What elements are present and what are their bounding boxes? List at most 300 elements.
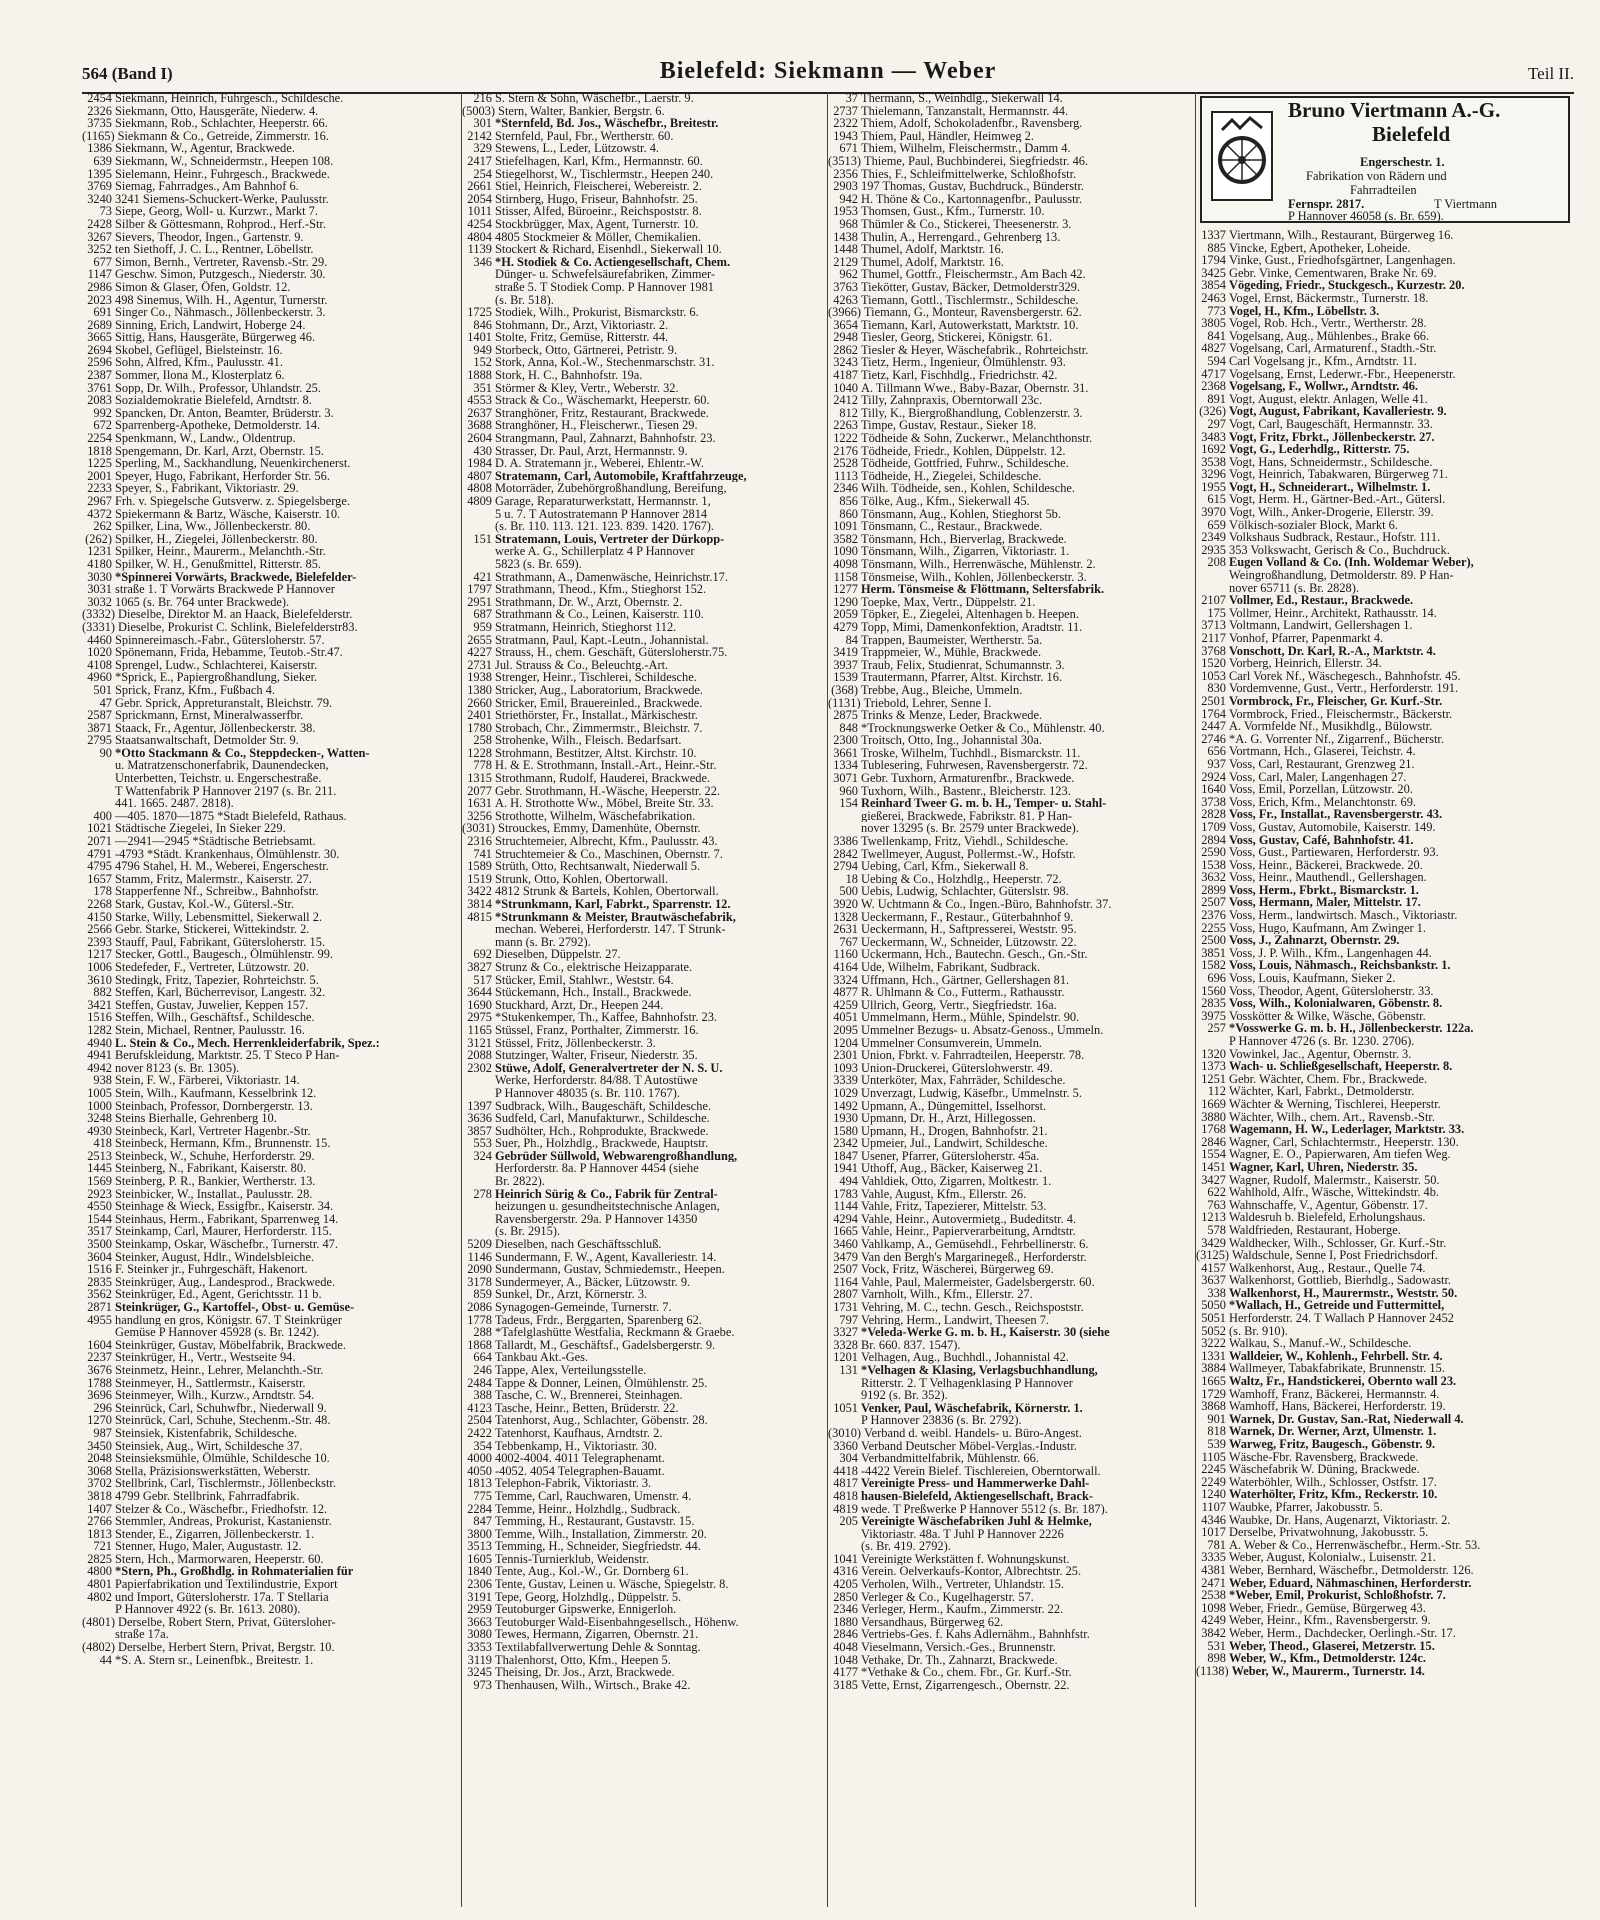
phone-number: 4809 [467, 495, 492, 508]
phone-number: 859 [473, 1288, 492, 1301]
entry-text: Waterböhler, Wilh., Schlosser, Ostfstr. 17. [1229, 1475, 1437, 1489]
directory-entry [462, 1125, 826, 1138]
directory-entry [1196, 708, 1574, 721]
phone-number: 1445 [87, 1162, 112, 1176]
entry-text: Temme, Carl, Rauchwaren, Umenstr. 4. [495, 1489, 692, 1503]
phone-number: 1665 [1201, 1375, 1226, 1388]
directory-entry [1196, 330, 1574, 343]
directory-entry [1196, 506, 1574, 519]
phone-number: 4877 [833, 986, 858, 999]
directory-entry [462, 168, 826, 181]
volume-part: Teil II. [1527, 64, 1574, 83]
directory-entry [1196, 1174, 1574, 1187]
phone-number: 856 [839, 495, 858, 508]
phone-number: 1395 [87, 167, 112, 181]
entry-text: Sudhölter, Hch., Rohprodukte, Brackwede. [495, 1124, 709, 1138]
phone-number: 4802 [87, 1590, 112, 1604]
entry-text: Heinrich Sürig & Co., Fabrik für Zentral- [495, 1187, 718, 1201]
phone-number: 2071 [87, 835, 112, 848]
phone-number: 47 [99, 696, 112, 710]
entry-text: *Vosswerke G. m. b. H., Jöllenbeckerstr. 122a. [1229, 1022, 1474, 1035]
directory-entry [462, 974, 826, 987]
phone-number: 3421 [87, 998, 112, 1012]
directory-entry [462, 231, 826, 244]
entry-text: S. Stern & Sohn, Wäschefbr., Laerstr. 9. [495, 92, 694, 105]
entry-text: Steinkrüger, G., Kartoffel-, Obst- u. Gemüse- [115, 1301, 355, 1314]
entry-text: Trautermann, Pfarrer, Altst. Kirchstr. 16. [861, 671, 1063, 684]
entry-text: -4422 Verein Bielef. Tischlereien, Oberntorwall. [861, 1464, 1101, 1478]
entry-text: nover 8123 (s. Br. 1305). [115, 1061, 240, 1075]
directory-entry [82, 495, 460, 508]
entry-text: Stricker, Aug., Laboratorium, Brackwede. [495, 683, 704, 697]
directory-entry [462, 508, 826, 521]
phone-number: 324 [473, 1149, 492, 1163]
entry-text: Twellmeyer, August, Pollermst.-W., Hofstr. [861, 847, 1076, 861]
directory-entry [828, 785, 1194, 798]
entry-text: Tönsmann, Wilh., Zigarren, Viktoriastr. 1. [861, 545, 1070, 558]
directory-entry [1196, 1035, 1574, 1048]
phone-number: 1984 [467, 457, 492, 470]
phone-number: 3763 [833, 280, 858, 294]
directory-entry [828, 1100, 1194, 1113]
phone-number: 2528 [833, 457, 858, 470]
directory-entry [1196, 1627, 1574, 1640]
phone-number: 3637 [1201, 1274, 1226, 1287]
phone-number: 131 [839, 1363, 858, 1377]
directory-entry [82, 671, 460, 684]
phone-number: 2842 [833, 847, 858, 861]
directory-entry [462, 1276, 826, 1289]
directory-entry [82, 1377, 460, 1390]
phone-number: 4263 [833, 293, 858, 307]
entry-text: *Stern, Ph., Großhdlg. in Rohmaterialien für [115, 1565, 354, 1579]
directory-entry [462, 873, 826, 886]
entry-text: Vahlkamp, A., Gemüsehdl., Fehrbellinerstr. 6. [861, 1238, 1089, 1251]
phone-number: 2923 [87, 1187, 112, 1201]
entry-text: Derselbe, Herbert Stern, Privat, Bergstr. 10. [118, 1641, 335, 1654]
phone-number: 691 [93, 306, 112, 319]
directory-entry [828, 105, 1194, 118]
directory-entry [1196, 292, 1574, 305]
directory-entry [82, 1037, 460, 1050]
entry-text: Dieselben, nach Geschäftsschluß. [495, 1238, 662, 1251]
entry-text: —405. 1870—1875 *Stadt Bielefeld, Rathaus. [115, 809, 347, 823]
directory-entry [462, 1024, 826, 1037]
phone-number: 2471 [1201, 1576, 1226, 1590]
phone-number: 3632 [1201, 871, 1226, 884]
directory-entry [828, 898, 1194, 911]
entry-text: Stark, Gustav, Kol.-W., Gütersl.-Str. [115, 898, 295, 911]
directory-entry [828, 495, 1194, 508]
phone-number: 3191 [467, 1590, 492, 1604]
directory-entry [828, 281, 1194, 294]
directory-entry [828, 923, 1194, 936]
phone-number: 2689 [87, 318, 112, 332]
directory-entry [1196, 997, 1574, 1010]
directory-entry [1196, 896, 1574, 909]
entry-text: Ritterstr. 2. T Velhagenklasing P Hannover [861, 1376, 1073, 1390]
phone-number: 1943 [833, 129, 858, 143]
entry-text: Stapperfenne Nf., Schreibw., Bahnhofstr. [115, 885, 319, 898]
directory-entry [462, 218, 826, 231]
directory-entry [1196, 1337, 1574, 1350]
entry-text: Upmann, Dr. H., Arzt, Hillegossen. [861, 1112, 1036, 1125]
directory-entry [828, 130, 1194, 143]
entry-text: Spönemann, Frida, Hebamme, Teutob.-Str.47. [115, 646, 343, 659]
directory-entry [1196, 556, 1574, 569]
phone-number: 578 [1207, 1223, 1226, 1237]
entry-text: Weber, W., Maurerm., Turnerstr. 14. [1231, 1664, 1425, 1678]
directory-entry [828, 1150, 1194, 1163]
directory-entry [82, 848, 460, 861]
directory-entry [462, 1628, 826, 1641]
directory-entry [1196, 1073, 1574, 1086]
entry-text: Volkshaus Sudbrack, Restaur., Hofstr. 111. [1229, 531, 1441, 544]
directory-entry [1196, 758, 1574, 771]
entry-text: Tewes, Hermann, Zigarren, Obernstr. 21. [495, 1628, 699, 1642]
directory-entry [1196, 771, 1574, 784]
directory-entry [82, 709, 460, 722]
directory-entry [82, 1641, 460, 1654]
directory-entry [82, 1578, 460, 1591]
entry-text: Stamm, Fritz, Malermstr., Kaiserstr. 27. [115, 872, 312, 886]
entry-text: Gebr. Tuxhorn, Armaturenfbr., Brackwede. [861, 772, 1075, 785]
directory-entry [462, 634, 826, 647]
directory-entry [828, 848, 1194, 861]
entry-text: Telephon-Fabrik, Viktoriastr. 3. [495, 1477, 652, 1490]
phone-number: 254 [473, 167, 492, 181]
directory-entry [1196, 783, 1574, 796]
phone-number: 1290 [833, 595, 858, 609]
entry-text: Steinkrüger, Gustav, Möbelfabrik, Brackwede. [115, 1338, 346, 1352]
entry-text: Temme, Wilh., Installation, Zimmerstr. 20. [495, 1527, 707, 1541]
entry-text: Ummelner Bezugs- u. Absatz-Genoss., Ummeln. [861, 1023, 1104, 1037]
entry-text: Weber, Eduard, Nähmaschinen, Herforderstr. [1229, 1576, 1472, 1590]
phone-number: 2835 [87, 1275, 112, 1289]
directory-entry [82, 986, 460, 999]
directory-entry [82, 432, 460, 445]
entry-text: Stirnberg, Hugo, Friseur, Bahnhofstr. 25. [495, 192, 698, 206]
directory-entry [1196, 1085, 1574, 1098]
phone-number: (3125) [1196, 1249, 1230, 1262]
directory-entry [828, 797, 1194, 810]
phone-number: 2393 [87, 935, 112, 949]
phone-number: 3030 [87, 570, 112, 584]
entry-text: Vogt, August, elektr. Anlagen, Welle 41. [1229, 392, 1428, 406]
entry-text: Stüssel, Fritz, Jöllenbeckerstr. 3. [495, 1036, 656, 1050]
entry-text: Vogt, August, Fabrikant, Kavalleriestr. 9. [1229, 405, 1447, 418]
phone-number: 1041 [833, 1552, 858, 1566]
directory-entry [82, 722, 460, 735]
entry-text: Stuckhard, Arzt, Dr., Heepen 244. [495, 998, 664, 1012]
entry-text: Textilabfallverwertung Dehle & Sonntag. [495, 1641, 701, 1654]
directory-entry [1196, 267, 1574, 280]
directory-entry [82, 873, 460, 886]
phone-number: 1158 [833, 570, 858, 584]
entry-text: Stiefelhagen, Karl, Kfm., Hermannstr. 60. [495, 154, 703, 168]
phone-number: 4460 [87, 633, 112, 647]
directory-entry [462, 596, 826, 609]
directory-entry [828, 1037, 1194, 1050]
entry-text: Vahle, Paul, Malermeister, Gadelsbergerstr. 60. [861, 1275, 1095, 1289]
directory-entry [82, 419, 460, 432]
directory-entry [82, 193, 460, 206]
phone-number: 622 [1207, 1186, 1226, 1199]
phone-number: (3331) [82, 620, 116, 634]
phone-number: 2660 [467, 696, 492, 710]
entry-text: Spilker, H., Ziegelei, Jöllenbeckerstr. 80. [115, 532, 318, 546]
directory-entry [828, 1276, 1194, 1289]
directory-entry [462, 1427, 826, 1440]
phone-number: 3517 [87, 1225, 112, 1239]
entry-text: A. H. Strothotte Ww., Möbel, Breite Str. 33. [495, 797, 714, 810]
phone-number: 3243 [833, 356, 858, 370]
phone-number: 2054 [467, 192, 492, 206]
phone-number: 258 [473, 734, 492, 747]
phone-number: 3245 [467, 1666, 492, 1679]
directory-entry [82, 1616, 460, 1629]
directory-entry [828, 1654, 1194, 1667]
phone-number: 1538 [1201, 858, 1226, 872]
directory-entry [462, 911, 826, 924]
entry-text: Waubke, Dr. Hans, Augenarzt, Viktoriastr. 2. [1229, 1513, 1451, 1527]
entry-text: Tiesler, Georg, Stickerei, Königstr. 61. [861, 331, 1053, 344]
phone-number: (326) [1199, 405, 1226, 418]
entry-text: Venker, Paul, Wäschefabrik, Körnerstr. 1. [861, 1401, 1083, 1415]
phone-number: 1604 [87, 1338, 112, 1352]
phone-number: 3419 [833, 646, 858, 659]
phone-number: 721 [93, 1540, 112, 1553]
directory-entry [828, 1440, 1194, 1453]
entry-text: 4799 Gebr. Stellbrink, Fahrradfabrik. [115, 1489, 300, 1503]
entry-text: Thumel, Adolf, Marktstr. 16. [861, 243, 1004, 256]
phone-number: 500 [839, 885, 858, 898]
entry-text: Vahle, Heinr., Papierverarbeitung, Arndtstr. [861, 1225, 1076, 1239]
entry-text: Wächter, Karl, Fabrkt., Detmolderstr. [1229, 1085, 1415, 1098]
directory-entry [82, 697, 460, 710]
phone-number: 1147 [87, 268, 112, 281]
entry-text: Spilker, W. H., Genußmittel, Ritterstr. 85. [115, 557, 322, 571]
entry-text: Vogelsang, Ernst, Lederwr.-Fbr., Heepenerstr. [1229, 367, 1456, 381]
directory-entry [828, 571, 1194, 584]
entry-text: Struchtemeier & Co., Maschinen, Obernstr. 7. [495, 847, 723, 861]
phone-number: 2661 [467, 180, 492, 193]
directory-entry [828, 394, 1194, 407]
directory-entry [82, 1654, 460, 1667]
phone-number: 2959 [467, 1603, 492, 1616]
phone-number: 296 [93, 1401, 112, 1415]
directory-entry [1196, 1577, 1574, 1590]
entry-text: Sopp, Dr. Wilh., Professor, Uhlandstr. 25. [115, 381, 321, 395]
phone-number: 5052 [1201, 1324, 1226, 1338]
entry-text: Vereinigte Werkstätten f. Wohnungskunst. [861, 1552, 1070, 1566]
phone-number: 1847 [833, 1149, 858, 1163]
phone-number: 949 [473, 343, 492, 357]
phone-number: 2951 [467, 595, 492, 609]
directory-entry [828, 646, 1194, 659]
directory-entry [82, 1150, 460, 1163]
directory-entry [1196, 657, 1574, 670]
entry-text: ten Siethoff, J. C. L., Rentner, Löbellstr. [115, 243, 314, 256]
phone-number: 301 [473, 117, 492, 130]
entry-text: Tuxhorn, Wilh., Bastenr., Bleicherstr. 123. [861, 784, 1071, 798]
entry-text: Steinmeyer, H., Sattlermstr., Kaiserstr. [115, 1376, 306, 1390]
entry-text: P Hannover 23836 (s. Br. 2792). [861, 1414, 1022, 1427]
directory-entry [828, 1074, 1194, 1087]
entry-text: 4796 Stahel, H. M., Weberei, Engerschestr. [115, 860, 329, 873]
directory-entry [462, 1591, 826, 1604]
directory-entry [828, 1024, 1194, 1037]
entry-text: Walldeier, W., Kohlenh., Fehrbell. Str. 4. [1229, 1349, 1443, 1363]
entry-text: Jul. Strauss & Co., Beleuchtg.-Art. [495, 658, 669, 672]
phone-number: 2268 [87, 898, 112, 911]
directory-entry [462, 621, 826, 634]
phone-number: 2142 [467, 129, 492, 143]
phone-number: 2484 [467, 1376, 492, 1390]
directory-entry [828, 508, 1194, 521]
phone-number: 2284 [467, 1502, 492, 1516]
directory-entry [462, 1251, 826, 1264]
phone-number: 3768 [1201, 644, 1226, 658]
entry-text: Wäschefabrik W. Düning, Brackwede. [1229, 1463, 1420, 1476]
entry-text: Dieselbe, Prokurist C. Schlink, Bielefelderstr83. [118, 620, 358, 634]
directory-entry [82, 306, 460, 319]
directory-entry [462, 1389, 826, 1402]
phone-number: 178 [93, 885, 112, 898]
directory-entry [82, 621, 460, 634]
entry-text: L. Stein & Co., Mech. Herrenkleiderfabrik, Spez.: [115, 1036, 380, 1050]
entry-text: Strangmann, Paul, Zahnarzt, Bahnhofstr. 23. [495, 432, 716, 445]
directory-entry [82, 1175, 460, 1188]
directory-entry [1196, 1237, 1574, 1250]
directory-entry [1196, 1022, 1574, 1035]
phone-number: 2263 [833, 419, 858, 433]
directory-entry [828, 1238, 1194, 1251]
entry-text: Steinberg, N., Fabrikant, Kaiserstr. 80. [115, 1162, 307, 1176]
directory-entry [462, 1364, 826, 1377]
phone-number: 400 [93, 809, 112, 823]
directory-entry [828, 155, 1194, 168]
entry-text: Steinrück, Carl, Schuhwfbr., Niederwall 9. [115, 1401, 327, 1415]
entry-text: *H. Stodiek & Co. Actiengesellschaft, Chem. [495, 255, 731, 269]
directory-entry [82, 382, 460, 395]
entry-text: Thenhausen, Wilh., Wirtsch., Brake 42. [495, 1678, 691, 1692]
phone-number: 2412 [833, 394, 858, 407]
phone-number: 4804 [467, 230, 492, 244]
entry-text: Weber, W., Kfm., Detmolderstr. 124c. [1229, 1652, 1426, 1665]
directory-entry [82, 256, 460, 269]
directory-entry [1196, 1501, 1574, 1514]
entry-text: Tebbenkamp, H., Viktoriastr. 30. [495, 1439, 657, 1453]
entry-text: Strouckes, Emmy, Damenhüte, Obernstr. [498, 822, 701, 836]
entry-text: Stiegelhorst, W., Tischlermstr., Heepen 240. [495, 167, 714, 181]
directory-entry [82, 1125, 460, 1138]
phone-number: 3248 [87, 1112, 112, 1125]
directory-entry [828, 1679, 1194, 1692]
phone-number: 4807 [467, 469, 492, 483]
directory-entry [828, 835, 1194, 848]
phone-number: 659 [1207, 518, 1226, 532]
phone-number: 3975 [1201, 1009, 1226, 1023]
phone-number: 418 [93, 1137, 112, 1150]
directory-entry [1196, 985, 1574, 998]
directory-entry [462, 470, 826, 483]
phone-number: 3119 [467, 1653, 492, 1667]
phone-number: 1451 [1201, 1160, 1226, 1174]
entry-text: Ummelmann, Herm., Mühle, Spindelstr. 90. [861, 1011, 1080, 1024]
entry-text: Tödheide, H., Ziegelei, Schildesche. [861, 469, 1042, 483]
directory-entry [462, 583, 826, 596]
entry-text: Thielemann, Tanzanstalt, Hermannstr. 44. [861, 104, 1069, 118]
entry-text: Voss, Hugo, Kaufmann, Am Zwinger 1. [1229, 921, 1426, 935]
entry-text: Wahnschaffe, V., Agentur, Göbenstr. 17. [1229, 1198, 1428, 1212]
phone-number: 2846 [833, 1628, 858, 1642]
phone-number: 1090 [833, 545, 858, 558]
entry-text: Waldfrieden, Restaurant, Hoberge. [1229, 1223, 1401, 1237]
directory-entry [1196, 1400, 1574, 1413]
phone-number: 1334 [833, 759, 858, 773]
entry-text: Tönsmann, C., Restaur., Brackwede. [861, 520, 1043, 533]
entry-text: Temming, H., Schneider, Siegfriedstr. 44. [495, 1540, 701, 1553]
phone-number: 860 [839, 507, 858, 521]
directory-entry [462, 1616, 826, 1629]
phone-number: 1589 [467, 860, 492, 873]
phone-number: 3970 [1201, 506, 1226, 519]
phone-number: 1040 [833, 381, 858, 395]
entry-text: Voss, Heinr., Bäckerei, Brackwede. 20. [1229, 858, 1423, 872]
phone-number: 3814 [467, 898, 492, 911]
phone-number: 2255 [1201, 921, 1226, 935]
entry-text: Vahle, Fritz, Tapezierer, Mittelstr. 53. [861, 1200, 1047, 1213]
entry-text: Tödheide, Friedr., Kohlen, Düppelstr. 12. [861, 444, 1066, 458]
directory-entry [462, 1565, 826, 1578]
entry-text: Siekmann, W., Schneidermstr., Heepen 108. [115, 154, 334, 168]
phone-number: 2249 [1201, 1475, 1226, 1489]
phone-number: 205 [839, 1515, 858, 1528]
phone-number: 4381 [1201, 1563, 1226, 1577]
entry-text: Steinmetz, Heinr., Lehrer, Melanchth.-Str. [115, 1363, 324, 1377]
directory-entry [462, 1503, 826, 1516]
directory-entry [1196, 607, 1574, 620]
directory-entry [462, 1150, 826, 1163]
phone-number: 2504 [467, 1414, 492, 1427]
directory-entry [828, 470, 1194, 483]
directory-entry [1196, 934, 1574, 947]
directory-entry [462, 1238, 826, 1251]
phone-number: 4227 [467, 646, 492, 659]
entry-text: Reinhard Tweer G. m. b. H., Temper- u. Stahl- [861, 797, 1107, 810]
phone-number: 2048 [87, 1452, 112, 1465]
directory-entry [1196, 431, 1574, 444]
directory-entry [82, 1389, 460, 1402]
phone-number: 3857 [467, 1124, 492, 1138]
phone-number: 3429 [1201, 1236, 1226, 1250]
entry-text: Vordemvenne, Gust., Vertr., Herforderstr. 191. [1229, 682, 1459, 695]
directory-entry [1196, 859, 1574, 872]
phone-number: 4316 [833, 1565, 858, 1579]
phone-number: 2875 [833, 709, 858, 722]
entry-text: Synagogen-Gemeinde, Turnerstr. 7. [495, 1301, 672, 1314]
phone-number: 2513 [87, 1149, 112, 1163]
phone-number: 3538 [1201, 455, 1226, 469]
entry-text: Trebbe, Aug., Bleiche, Ummeln. [861, 683, 1023, 697]
entry-text: *Veleda-Werke G. m. b. H., Kaiserstr. 30 (siehe [861, 1326, 1110, 1339]
directory-entry [1196, 720, 1574, 733]
entry-text: Vogt, H., Schneiderart., Wilhelmstr. 1. [1229, 480, 1431, 494]
phone-number: 1017 [1201, 1526, 1226, 1539]
phone-number: 3920 [833, 898, 858, 911]
entry-text: Stratmann, Heinrich, Stieghorst 112. [495, 620, 677, 634]
